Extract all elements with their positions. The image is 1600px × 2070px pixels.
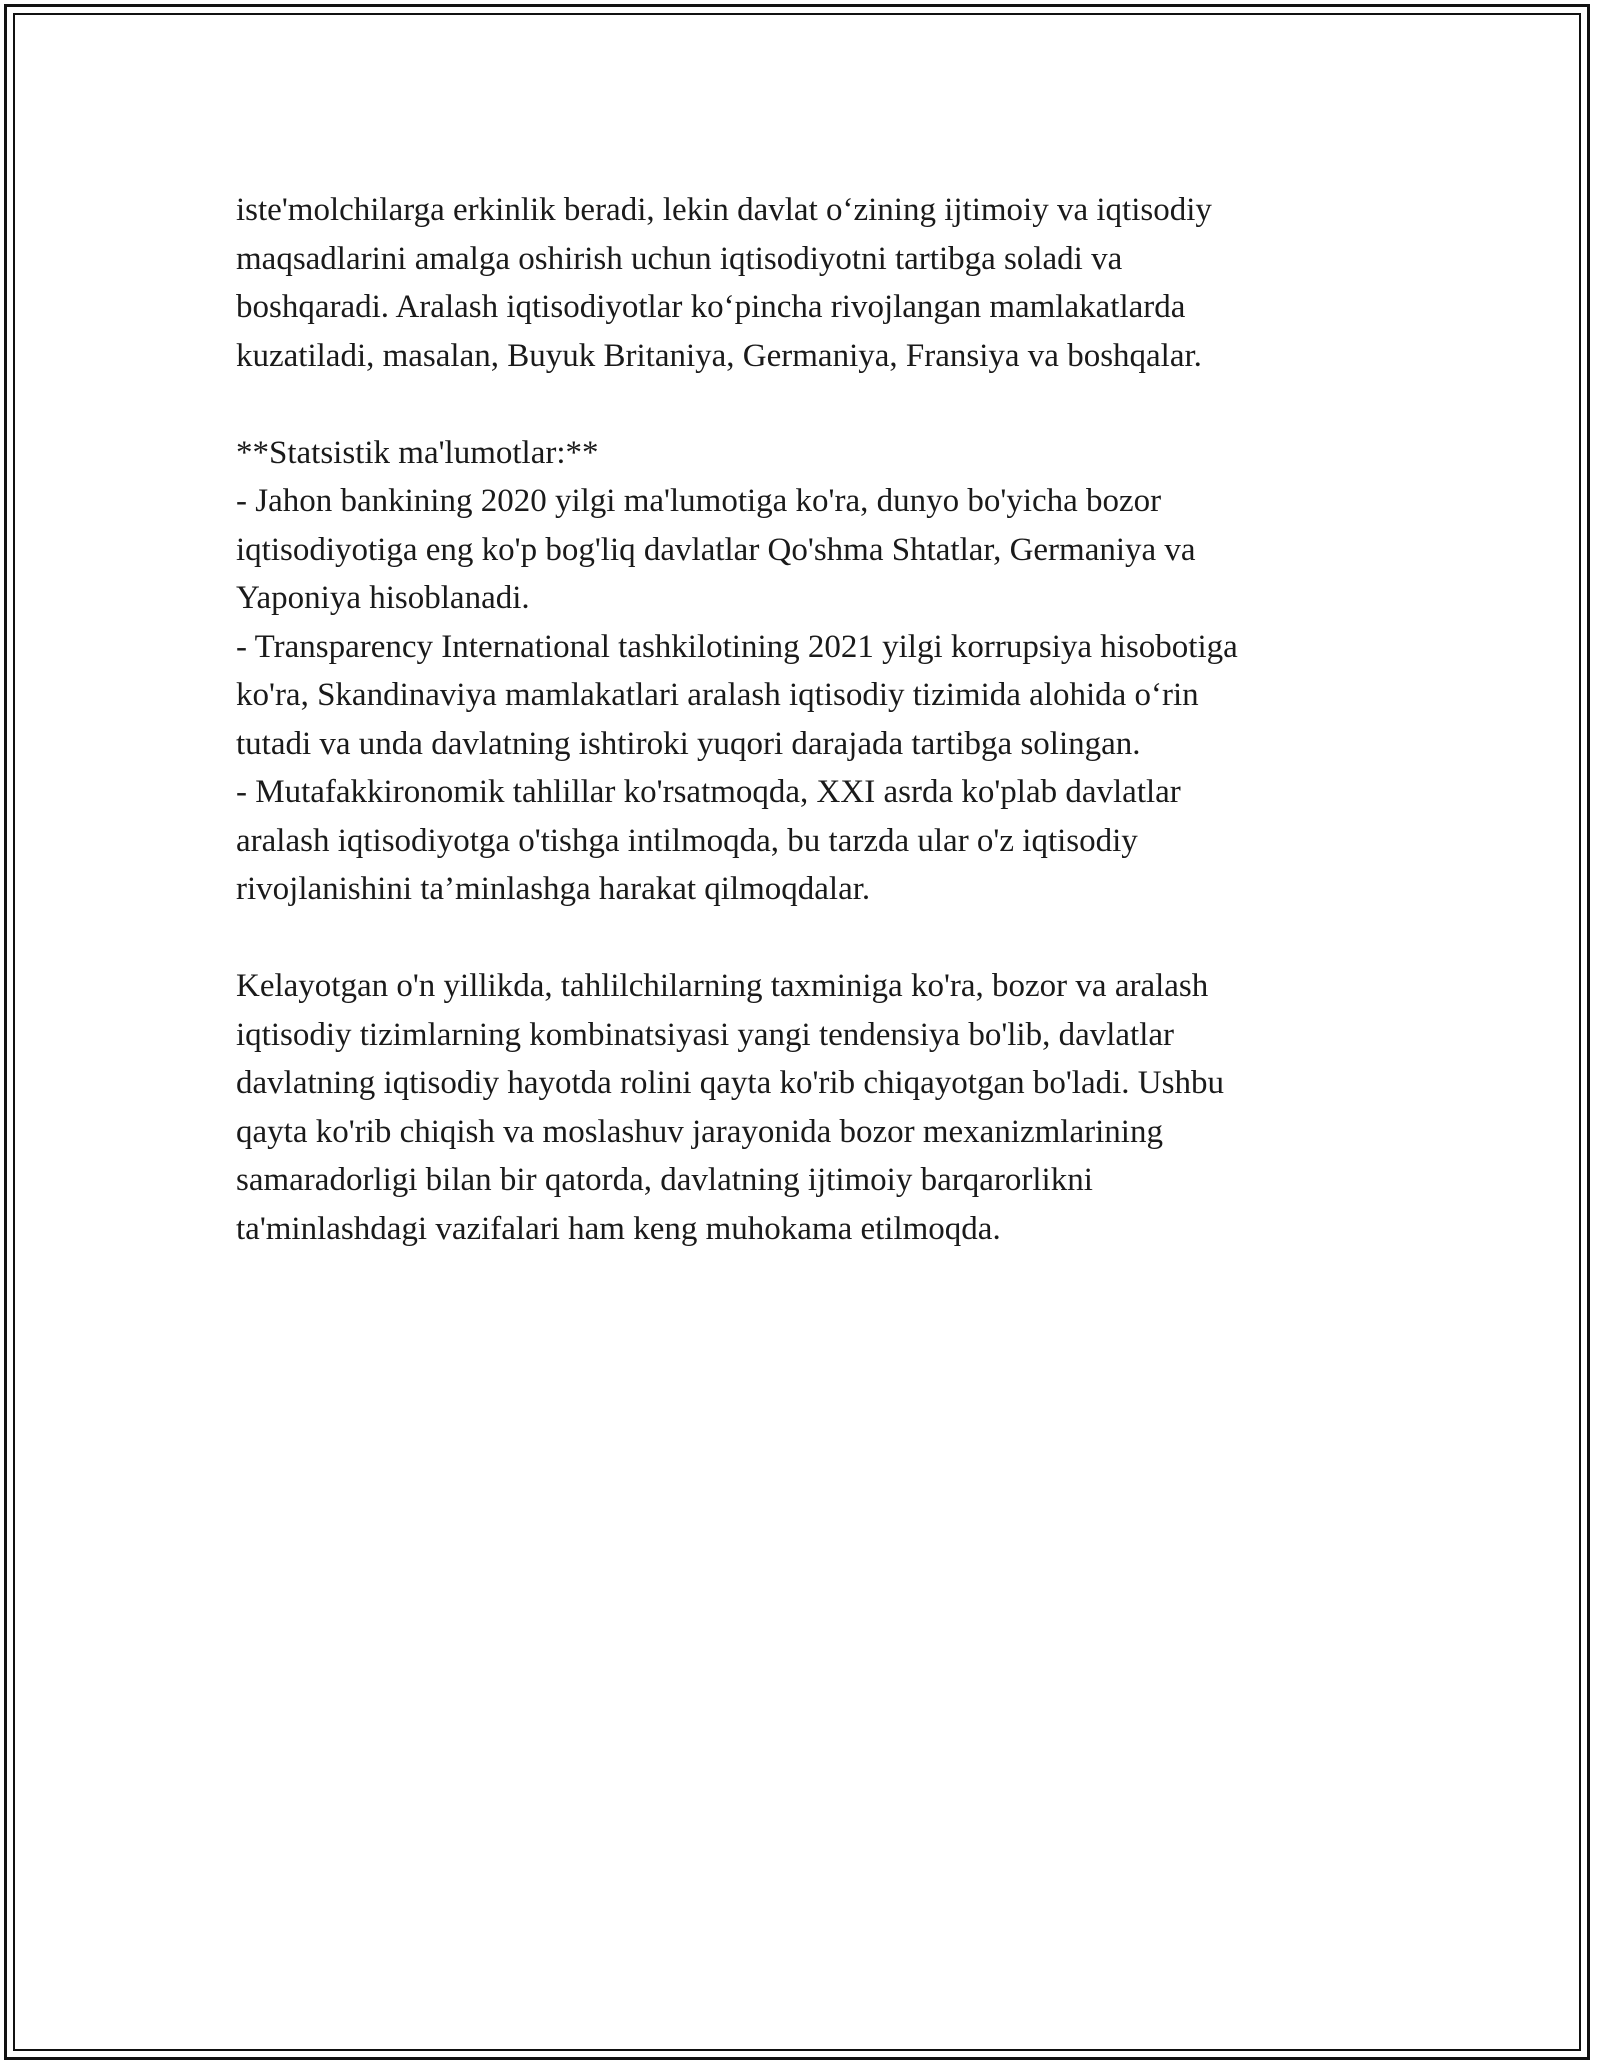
text-line: tutadi va unda davlatning ishtiroki yuqori darajada tartibga solingan. xyxy=(236,725,1141,762)
text-line: boshqaradi. Aralash iqtisodiyotlar ko‘pincha rivojlangan mamlakatlarda xyxy=(236,289,1186,325)
stats-heading: **Statsistik ma'lumotlar:** xyxy=(236,434,599,471)
stats-item xyxy=(236,477,1386,623)
text-line: - Mutafakkironomik tahlillar ko'rsatmoqda, XXI asrda ko'plab davlatlar xyxy=(236,774,1181,810)
document-body xyxy=(236,186,1386,1253)
paragraph-outlook xyxy=(236,962,1386,1253)
text-line: - Transparency International tashkilotining 2021 yilgi korrupsiya hisobotiga xyxy=(236,628,1238,665)
text-line: Kelayotgan o'n yillikda, tahlilchilarning taxminiga ko'ra, bozor va aralash xyxy=(236,968,1209,1004)
text-line: aralash iqtisodiyotga o'tishga intilmoqda, bu tarzda ular o'z iqtisodiy xyxy=(236,822,1138,859)
text-line: ko'ra, Skandinaviya mamlakatlari aralash iqtisodiy tizimida alohida o‘rin xyxy=(236,677,1199,713)
text-line: Yaponiya hisoblanadi. xyxy=(236,580,530,616)
text-line: davlatning iqtisodiy hayotda rolini qayta ko'rib chiqayotgan bo'ladi. Ushbu xyxy=(236,1065,1224,1101)
stats-section xyxy=(236,429,1386,914)
text-line: rivojlanishini ta’minlashga harakat qilmoqdalar. xyxy=(236,871,871,907)
text-line: qayta ko'rib chiqish va moslashuv jarayonida bozor mexanizmlarining xyxy=(236,1113,1163,1150)
stats-item xyxy=(236,768,1386,914)
text-line: - Jahon bankining 2020 yilgi ma'lumotiga ko'ra, dunyo bo'yicha bozor xyxy=(236,483,1162,519)
text-line: iqtisodiyotiga eng ko'p bog'liq davlatlar Qo'shma Shtatlar, Germaniya va xyxy=(236,531,1196,568)
text-line: ta'minlashdagi vazifalari ham keng muhokama etilmoqda. xyxy=(236,1210,1001,1247)
stats-item xyxy=(236,623,1386,769)
text-line: maqsadlarini amalga oshirish uchun iqtisodiyotni tartibga soladi va xyxy=(236,240,1123,277)
paragraph-intro xyxy=(236,186,1386,380)
paragraph-spacer xyxy=(236,914,1386,963)
text-line: iqtisodiy tizimlarning kombinatsiyasi yangi tendensiya bo'lib, davlatlar xyxy=(236,1016,1175,1053)
text-line: samaradorligi bilan bir qatorda, davlatning ijtimoiy barqarorlikni xyxy=(236,1162,1093,1198)
paragraph-spacer xyxy=(236,380,1386,429)
text-line: kuzatiladi, masalan, Buyuk Britaniya, Germaniya, Fransiya va boshqalar. xyxy=(236,337,1202,374)
text-line: iste'molchilarga erkinlik beradi, lekin davlat o‘zining ijtimoiy va iqtisodiy xyxy=(236,192,1212,228)
